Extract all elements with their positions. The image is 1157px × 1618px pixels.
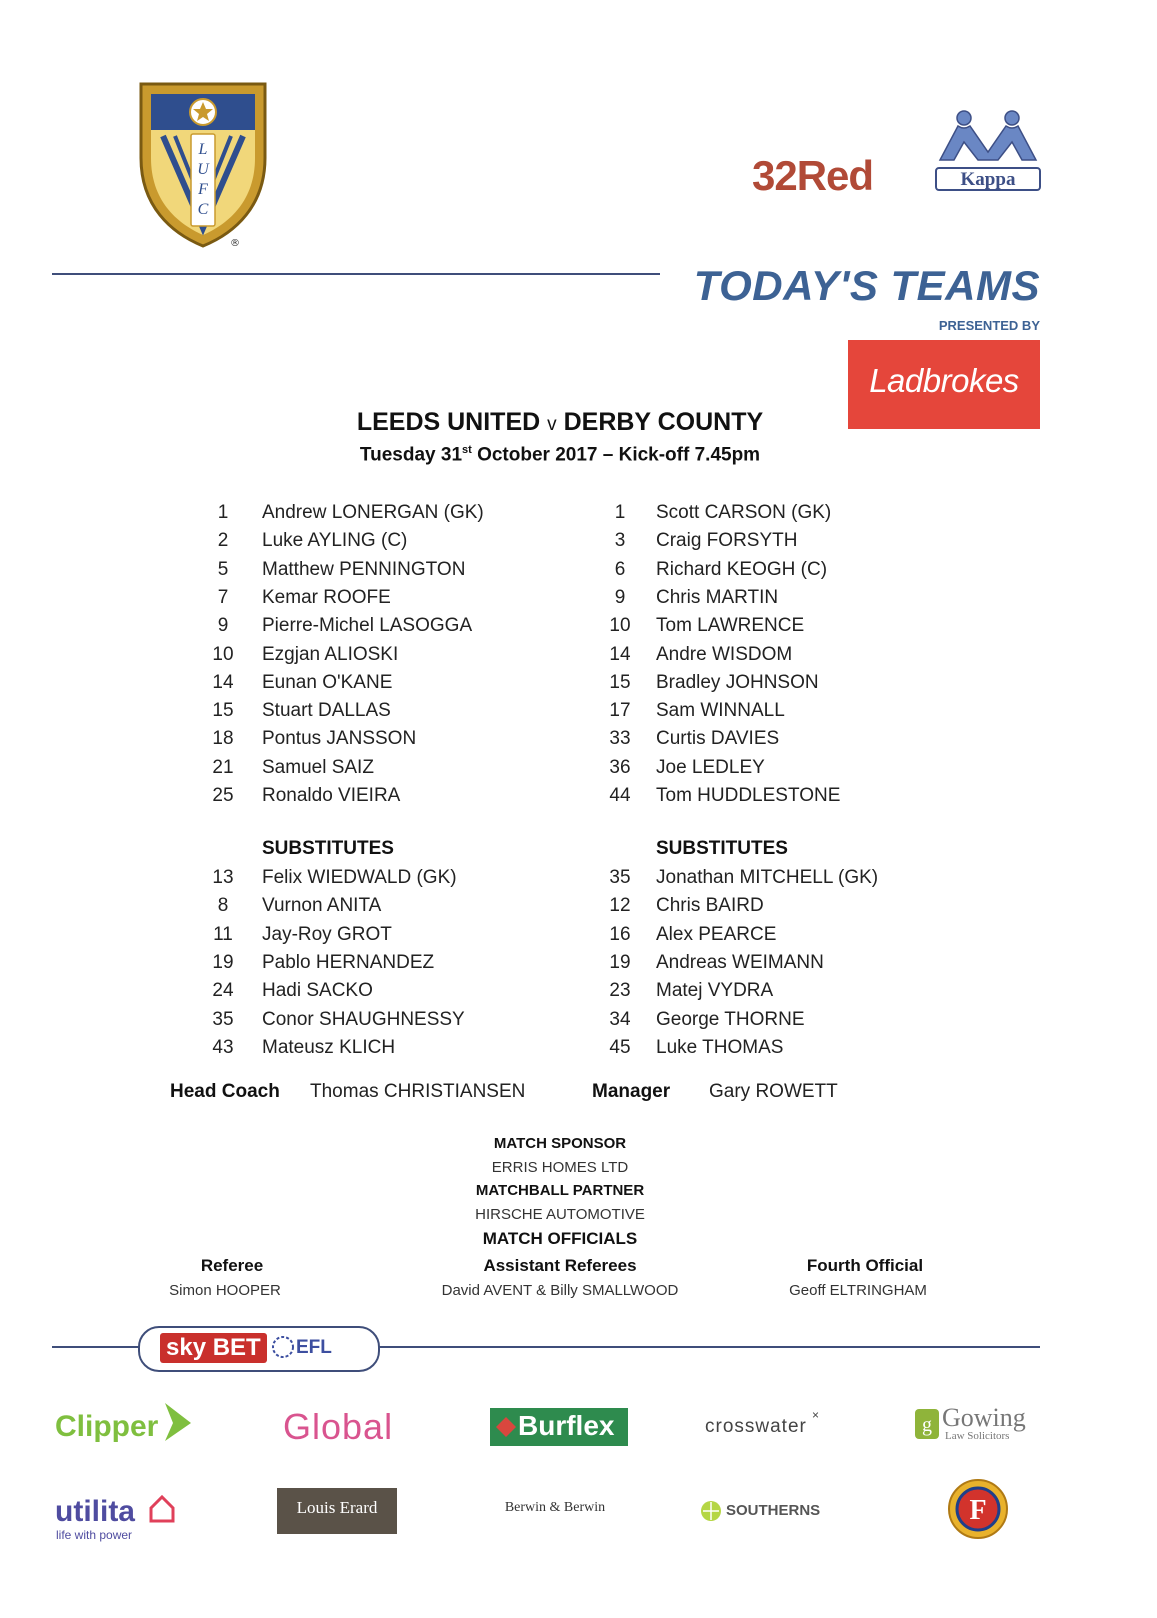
svg-text:F: F (969, 1495, 987, 1526)
player-name: Luke AYLING (C) (262, 530, 408, 552)
player-name: Conor SHAUGHNESSY (262, 1008, 465, 1030)
shirt-number: 23 (609, 980, 631, 1002)
assistants-label: Assistant Referees (483, 1256, 637, 1275)
burflex-wordmark: Burflex (518, 1410, 615, 1441)
player-name: Matej VYDRA (656, 980, 774, 1002)
sponsor-32red-logo: 32Red (752, 152, 874, 199)
matchball-partner: HIRSCHE AUTOMOTIVE (475, 1206, 645, 1223)
header-divider (52, 273, 660, 275)
shirt-number: 34 (609, 1008, 631, 1030)
player-name: Andrew LONERGAN (GK) (262, 502, 484, 523)
clipper-arrow-icon (165, 1403, 191, 1441)
southerns-logo: SOUTHERNS (726, 1502, 821, 1519)
shirt-number: 17 (609, 700, 631, 722)
date-day: Tuesday 31 (359, 444, 463, 466)
fourth-official-name: Geoff ELTRINGHAM (789, 1282, 927, 1299)
player-name: Curtis DAVIES (656, 728, 780, 750)
shirt-number: 9 (217, 615, 229, 637)
assistants-names: David AVENT & Billy SMALLWOOD (441, 1282, 679, 1299)
shirt-number: 14 (212, 671, 234, 693)
shirt-number: 19 (609, 951, 631, 973)
efl-ball-icon (272, 1333, 294, 1361)
player-name: Luke THOMAS (656, 1036, 784, 1058)
shirt-number: 3 (614, 530, 626, 552)
match-sponsor: ERRIS HOMES LTD (491, 1159, 629, 1176)
player-name: Tom HUDDLESTONE (656, 785, 841, 806)
ladbrokes-wordmark: Ladbrokes (869, 362, 1019, 399)
shirt-number: 19 (212, 951, 234, 973)
player-name: Joe LEDLEY (656, 756, 765, 778)
global-logo: Global (283, 1406, 394, 1447)
shirt-number: 25 (212, 785, 234, 806)
shirt-number: 11 (213, 923, 233, 945)
player-name: Jay-Roy GROT (262, 923, 392, 945)
away-coach-label: Manager (592, 1081, 671, 1102)
svg-text:g: g (922, 1414, 932, 1436)
shirt-number: 45 (609, 1036, 631, 1058)
shirt-number: 24 (212, 980, 234, 1002)
away-substitutes-heading: SUBSTITUTES (656, 838, 788, 859)
berwin-logo: Berwin & Berwin (504, 1500, 606, 1515)
utilita-tagline: life with power (56, 1528, 133, 1542)
player-name: George THORNE (656, 1008, 805, 1030)
match-title (200, 408, 920, 437)
utilita-house-icon (148, 1494, 176, 1524)
shirt-number: 14 (609, 643, 631, 665)
registered-mark: ® (230, 238, 240, 249)
shirt-number: 21 (212, 756, 234, 778)
match-sponsor-label: MATCH SPONSOR (493, 1135, 627, 1152)
burflex-diamond-icon (495, 1416, 517, 1438)
svg-text:C: C (197, 201, 209, 218)
player-name: Richard KEOGH (C) (656, 558, 828, 580)
shirt-number: 7 (217, 586, 229, 608)
shirt-number: 33 (609, 728, 631, 750)
kappa-wordmark: Kappa (960, 169, 1016, 190)
clipper-logo: Clipper (55, 1410, 159, 1443)
player-name: Tom LAWRENCE (656, 615, 805, 637)
player-name: Ronaldo VIEIRA (262, 785, 401, 806)
shirt-number: 6 (614, 558, 626, 580)
shirt-number: 15 (609, 671, 631, 693)
player-name: Chris BAIRD (656, 895, 764, 917)
away-coach-name: Gary ROWETT (709, 1081, 838, 1102)
officials-label: MATCH OFFICIALS (482, 1229, 638, 1248)
referee-name: Simon HOOPER (169, 1282, 281, 1299)
shirt-number: 1 (217, 502, 229, 523)
shirt-number: 16 (609, 923, 631, 945)
date-suffix: st (462, 444, 472, 456)
lufc-crest-logo (135, 78, 271, 250)
home-substitutes-heading: SUBSTITUTES (262, 838, 394, 859)
player-name: Andreas WEIMANN (656, 951, 824, 973)
player-name: Sam WINNALL (656, 700, 785, 722)
player-name: Kemar ROOFE (262, 586, 391, 608)
player-name: Matthew PENNINGTON (262, 558, 466, 580)
gowing-subtitle: Law Solicitors (945, 1430, 1010, 1442)
versus-label: v (547, 414, 557, 435)
shirt-number: 44 (609, 785, 631, 806)
efl-logo: EFL (296, 1337, 332, 1358)
shirt-number: 5 (217, 558, 229, 580)
shirt-number: 18 (212, 728, 234, 750)
shirt-number: 10 (212, 643, 234, 665)
utilita-logo: utilita (55, 1495, 135, 1528)
player-name: Pontus JANSSON (262, 728, 417, 750)
player-name: Stuart DALLAS (262, 700, 391, 722)
player-name: Chris MARTIN (656, 586, 779, 608)
player-name: Pablo HERNANDEZ (262, 951, 435, 973)
player-name: Felix WIEDWALD (GK) (262, 867, 457, 888)
player-name: Hadi SACKO (262, 980, 373, 1002)
fosters-logo (947, 1478, 1009, 1540)
page-title: TODAY'S TEAMS (693, 262, 1040, 309)
svg-text:F: F (198, 181, 208, 198)
player-name: Pierre-Michel LASOGGA (262, 615, 473, 637)
svg-text:U: U (197, 161, 209, 178)
home-coach-name: Thomas CHRISTIANSEN (310, 1081, 526, 1102)
shirt-number: 12 (609, 895, 631, 917)
crest-letters: L (198, 141, 208, 158)
player-name: Scott CARSON (GK) (656, 502, 832, 523)
shirt-number: 15 (212, 700, 234, 722)
shirt-number: 13 (212, 867, 234, 888)
player-name: Jonathan MITCHELL (GK) (656, 867, 879, 888)
home-team-name: LEEDS UNITED (356, 408, 541, 436)
shirt-number: 43 (212, 1036, 234, 1058)
shirt-number: 10 (609, 615, 631, 637)
player-name: Bradley JOHNSON (656, 671, 819, 693)
shirt-number: 36 (609, 756, 631, 778)
shirt-number: 2 (217, 530, 229, 552)
player-name: Vurnon ANITA (262, 895, 382, 917)
matchball-label: MATCHBALL PARTNER (475, 1182, 645, 1199)
match-date (200, 444, 920, 466)
gowing-logo: Gowing (942, 1403, 1026, 1432)
southerns-globe-icon (700, 1500, 722, 1522)
home-coach-label: Head Coach (170, 1081, 280, 1102)
crosswater-logo: crosswater (705, 1416, 807, 1437)
shirt-number: 9 (614, 586, 626, 608)
shirt-number: 1 (614, 502, 626, 523)
player-name: Samuel SAIZ (262, 756, 374, 778)
player-name: Andre WISDOM (656, 643, 793, 665)
player-name: Eunan O'KANE (262, 671, 393, 693)
shirt-number: 8 (217, 895, 229, 917)
player-name: Mateusz KLICH (262, 1036, 396, 1058)
away-team-name: DERBY COUNTY (563, 408, 764, 436)
player-name: Alex PEARCE (656, 923, 777, 945)
referee-label: Referee (200, 1256, 264, 1275)
date-rest: October 2017 – Kick-off 7.45pm (471, 444, 761, 466)
kappa-logo (932, 108, 1044, 194)
player-name: Ezgjan ALIOSKI (262, 643, 399, 665)
fourth-official-label: Fourth Official (806, 1256, 924, 1275)
player-name: Craig FORSYTH (656, 530, 798, 552)
presented-by-label: PRESENTED BY (938, 318, 1040, 333)
shirt-number: 35 (609, 867, 631, 888)
crosswater-mark-icon: × (812, 1408, 820, 1422)
gowing-g-icon (915, 1409, 939, 1439)
skybet-logo: sky BET (160, 1333, 267, 1363)
shirt-number: 35 (212, 1008, 234, 1030)
louis-erard-wordmark: Louis Erard (296, 1498, 378, 1517)
